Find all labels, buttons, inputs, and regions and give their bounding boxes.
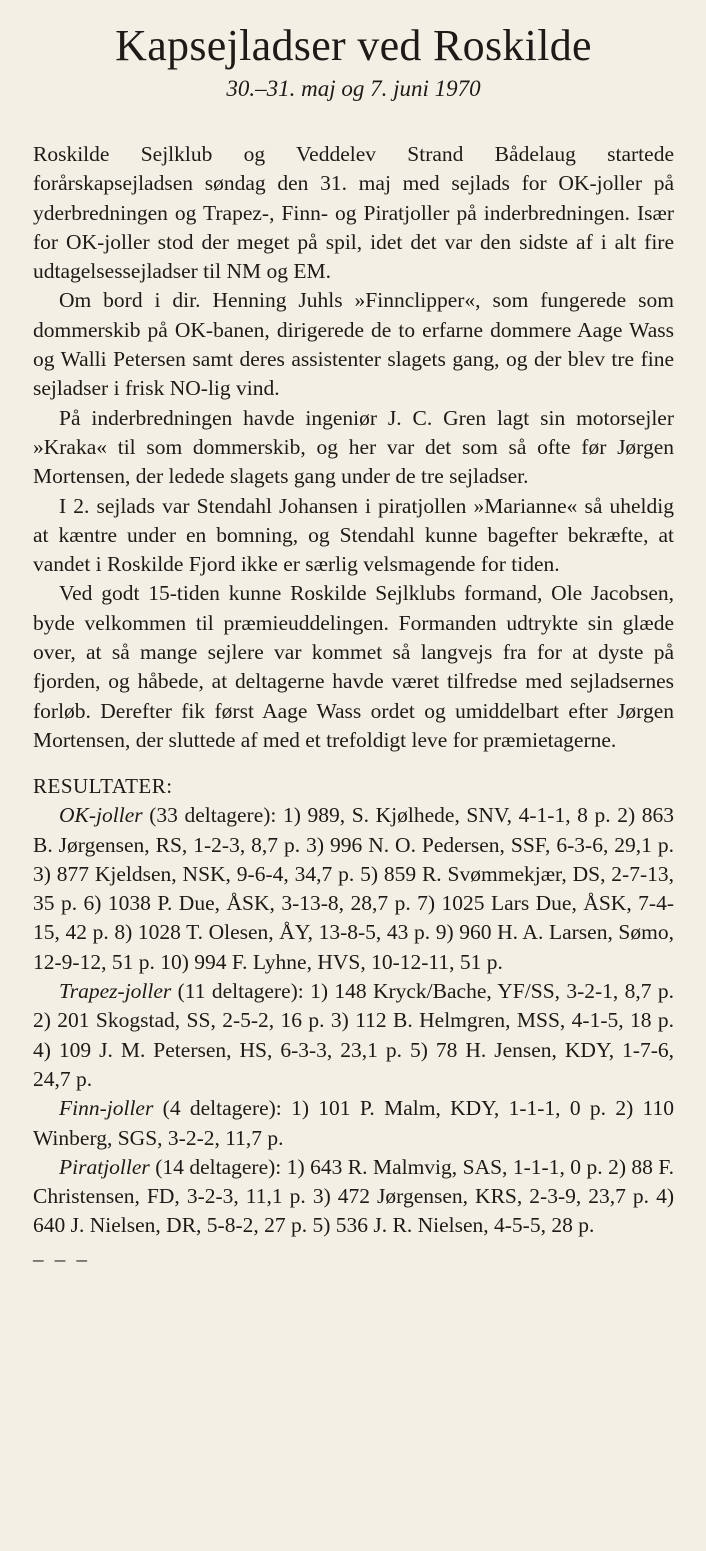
- class-name: Trapez-joller: [59, 979, 172, 1004]
- article-title: Kapsejladser ved Roskilde: [115, 21, 592, 70]
- article-body: [33, 140, 674, 755]
- class-name: Piratjoller: [59, 1154, 150, 1179]
- class-results: (4 deltagere): 1) 101 P. Malm, KDY, 1-1-1, 0 p. 2) 110 Winberg, SGS, 3-2-2, 11,7 p.: [33, 1096, 674, 1150]
- results-class-entry: [33, 1094, 674, 1153]
- class-results: (33 deltagere): 1) 989, S. Kjølhede, SNV, 4-1-1, 8 p. 2) 863 B. Jørgensen, RS, 1-2-3, 8,7 p. 3) 996 N. O. Pedersen, SSF, 6-3-6, 29,1 p. 3) 877 Kjeldsen, NSK, 9-6-4, 34,7 p. 5) 859 R. Svømmekjær, DS, 2-7-13, 35 p. 6) 1038 P. Due, ÅSK, 3-13-8, 28,7 p. 7) 1025 Lars Due, ÅSK, 7-4-15, 42 p. 8) 1028 T. Olesen, ÅY, 13-8-5, 43 p. 9) 960 H. A. Larsen, Sømo, 12-9-12, 51 p. 10) 994 F. Lyhne, HVS, 10-12-11, 51 p.: [33, 803, 674, 974]
- article-subtitle: 30.–31. maj og 7. juni 1970: [226, 76, 481, 101]
- results-heading: RESULTATER:: [33, 774, 173, 799]
- body-paragraph: I 2. sejlads var Stendahl Johansen i piratjollen »Marianne« så uheldig at kæntre under en bomning, og Stendahl kunne bagefter bekræfte, at vandet i Roskilde Fjord ikke er særlig velsmagende for tiden.: [33, 493, 674, 577]
- class-results: (14 deltagere): 1) 643 R. Malmvig, SAS, 1-1-1, 0 p. 2) 88 F. Christensen, FD, 3-2-3, 11,1 p. 3) 472 Jørgensen, KRS, 2-3-9, 23,7 p. 4) 640 J. Nielsen, DR, 5-8-2, 27 p. 5) 536 J. R. Nielsen, 4-5-5, 28 p.: [33, 1154, 674, 1238]
- class-name: OK-joller: [59, 803, 143, 828]
- body-paragraph: Ved godt 15-tiden kunne Roskilde Sejlklubs formand, Ole Jacobsen, byde velkommen til præmieuddelingen. Formanden udtrykte sin glæde over, at så mange sejlere var kommet så langvejs fra for at dyste på fjorden, og håbede, at deltagerne havde været tilfredse med sejladsernes forløb. Derefter fik først Aage Wass ordet og umiddelbart efter Jørgen Mortensen, der sluttede af med et trefoldigt leve for præmietagerne.: [33, 581, 674, 752]
- body-paragraph: Roskilde Sejlklub og Veddelev Strand Bådelaug startede forårskapsejladsen søndag den 31. maj med sejlads for OK-joller på yderbredningen og Trapez-, Finn- og Piratjoller på inderbredningen. Især for OK-joller stod der meget på spil, idet det var den sidste af i alt fire udtagelsessejladser til NM og EM.: [33, 142, 674, 284]
- body-paragraph: Om bord i dir. Henning Juhls »Finnclipper«, som fungerede som dommerskib på OK-banen, dirigerede de to erfarne dommere Aage Wass og Walli Petersen samt deres assistenter slagets gang, og der blev tre fine sejladser i frisk NO-lig vind.: [33, 288, 674, 401]
- class-results: (11 deltagere): 1) 148 Kryck/Bache, YF/SS, 3-2-1, 8,7 p. 2) 201 Skogstad, SS, 2-5-2, 16 p. 3) 112 B. Helmgren, MSS, 4-1-5, 18 p. 4) 109 J. M. Petersen, HS, 6-3-3, 23,1 p. 5) 78 H. Jensen, KDY, 1-7-6, 24,7 p.: [33, 979, 674, 1091]
- results-class-entry: [33, 801, 674, 977]
- results-class-entry: [33, 1153, 674, 1241]
- results-section: [33, 771, 674, 1272]
- end-mark: – – –: [33, 1246, 90, 1271]
- class-name: Finn-joller: [59, 1096, 154, 1121]
- results-class-entry: [33, 977, 674, 1094]
- body-paragraph: På inderbredningen havde ingeniør J. C. Gren lagt sin motorsejler »Kraka« til som dommerskib, og her var det som så ofte før Jørgen Mortensen, der ledede slagets gang under de tre sejladser.: [33, 405, 674, 489]
